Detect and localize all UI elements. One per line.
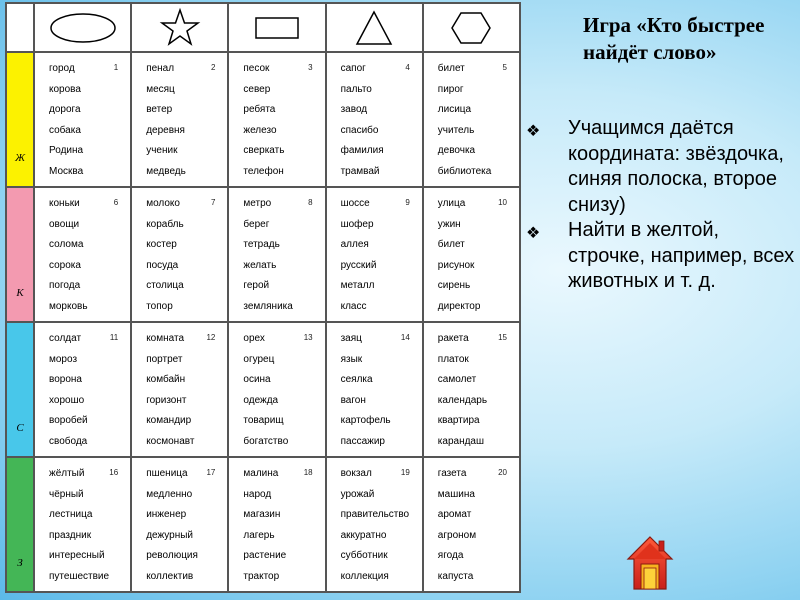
word-cell: 11 солдат мороз ворона хорошо воробей свобода [35,323,130,456]
word-grid-table [5,2,521,593]
word-cell: 16 жёлтый чёрный лестница праздник интересный путешествие [35,458,130,591]
word-list: песок север ребята железо сверкать телефон [243,63,285,177]
header-hexagon [424,4,519,51]
instruction-list [520,116,800,295]
instruction-item: ❖ Учащимся даётся координата: звёздочка, синяя полоска, второе снизу) [526,117,784,216]
word-cell: 17 пшеница медленно инженер дежурный революция коллектив [132,458,227,591]
word-list: газета машина аромат агроном ягода капуста [437,468,477,582]
instruction-item: ❖ Найти в желтой, строчке, например, всех животных и т. д. [526,219,795,292]
word-list: ракета платок самолет календарь квартира карандаш [437,333,488,447]
star-icon [159,7,201,49]
row-label-k: К [7,188,33,321]
word-list: вокзал урожай правительство аккуратно субботник коллекция [340,468,410,582]
word-cell: 2 пенал месяц ветер деревня ученик медведь [132,53,227,186]
header-star [132,4,227,51]
word-cell: 19 вокзал урожай правительство аккуратно субботник коллекция [327,458,422,591]
word-cell: 4 сапог пальто завод спасибо фамилия трамвай [327,53,422,186]
word-cell: 10 улица ужин билет рисунок сирень директор [424,188,519,321]
word-cell: 15 ракета платок самолет календарь квартира карандаш [424,323,519,456]
hexagon-icon [449,9,493,47]
word-list: малина народ магазин лагерь растение трактор [243,468,287,582]
word-list: комната портрет комбайн горизонт командир космонавт [146,333,195,447]
word-list: пшеница медленно инженер дежурный революция коллектив [146,468,198,582]
word-cell: 13 орех огурец осина одежда товарищ богатство [229,323,324,456]
word-list: город корова дорога собака Родина Москва [49,63,84,177]
home-button[interactable] [626,535,674,591]
word-list: шоссе шофер аллея русский металл класс [340,198,377,312]
word-cell: 9 шоссе шофер аллея русский металл класс [327,188,422,321]
word-list: заяц язык сеялка вагон картофель пассажир [340,333,391,447]
diamond-bullet-icon: ❖ [526,225,541,242]
word-cell: 3 песок север ребята железо сверкать телефон [229,53,324,186]
word-list: билет пирог лисица учитель девочка библиотека [437,63,492,177]
header-ellipse [35,4,130,51]
word-cell: 8 метро берег тетрадь желать герой земляника [229,188,324,321]
row-label-s: С [7,323,33,456]
word-list: солдат мороз ворона хорошо воробей свобода [49,333,88,447]
home-icon [626,535,674,591]
header-rectangle [229,4,324,51]
word-cell: 20 газета машина аромат агроном ягода капуста [424,458,519,591]
slide-title: Игра «Кто быстрее найдёт слово» [583,13,765,64]
word-list: жёлтый чёрный лестница праздник интересный путешествие [49,468,110,582]
word-list: молоко корабль костер посуда столица топор [146,198,184,312]
corner-cell [7,4,33,51]
diamond-bullet-icon: ❖ [526,123,541,140]
word-cell: 12 комната портрет комбайн горизонт командир космонавт [132,323,227,456]
word-cell: 1 город корова дорога собака Родина Москва [35,53,130,186]
word-list: сапог пальто завод спасибо фамилия трамвай [340,63,384,177]
word-cell: 14 заяц язык сеялка вагон картофель пассажир [327,323,422,456]
row-label-zh: Ж [7,53,33,186]
ellipse-icon [48,11,118,45]
word-list: орех огурец осина одежда товарищ богатство [243,333,289,447]
word-list: улица ужин билет рисунок сирень директор [437,198,481,312]
word-cell: 5 билет пирог лисица учитель девочка библиотека [424,53,519,186]
word-list: метро берег тетрадь желать герой земляника [243,198,293,312]
word-cell: 7 молоко корабль костер посуда столица топор [132,188,227,321]
triangle-icon [354,9,394,47]
word-list: коньки овощи солома сорока погода морковь [49,198,88,312]
rectangle-icon [252,15,302,41]
row-label-z: З [7,458,33,591]
word-cell: 18 малина народ магазин лагерь растение трактор [229,458,324,591]
word-cell: 6 коньки овощи солома сорока погода морковь [35,188,130,321]
header-triangle [327,4,422,51]
word-list: пенал месяц ветер деревня ученик медведь [146,63,186,177]
